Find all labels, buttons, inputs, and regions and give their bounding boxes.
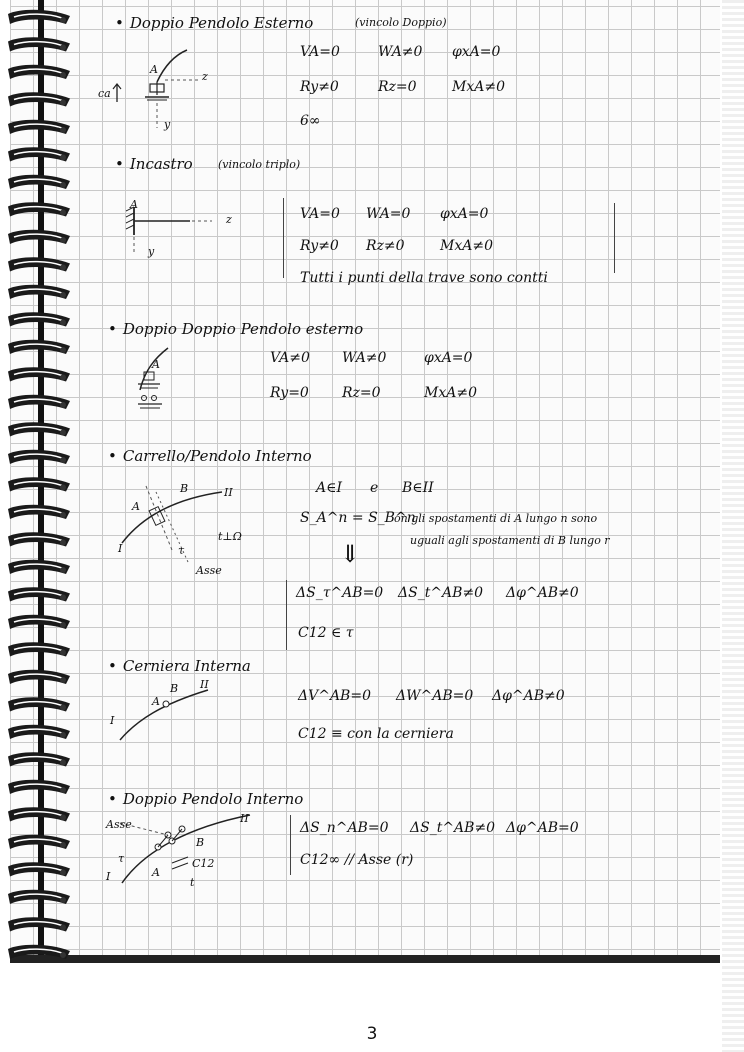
eq: MxA≠0 <box>440 238 493 254</box>
binding-hole <box>60 210 66 216</box>
label: y <box>164 118 171 131</box>
separator-line <box>614 203 615 273</box>
label: ca <box>98 87 111 100</box>
eq: ΔW^AB=0 <box>396 688 474 704</box>
eq: WA≠0 <box>378 44 423 60</box>
binding-hole <box>60 705 66 711</box>
binding-hole <box>60 457 66 463</box>
eq: VA=0 <box>300 44 340 60</box>
sketch-doppio-pendolo-esterno <box>95 40 215 135</box>
label: I <box>106 870 111 883</box>
eq: A∈I <box>316 480 343 496</box>
eq: 6∞ <box>300 113 321 129</box>
binding-hole <box>60 567 66 573</box>
section-title-doppio-pendolo-interno: • Doppio Pendolo Interno <box>108 790 303 808</box>
binding-hole <box>60 485 66 491</box>
label: A <box>132 500 140 513</box>
eq: ΔS_t^AB≠0 <box>398 585 484 601</box>
label: z <box>202 70 208 83</box>
section-title-doppio-doppio-pendolo: • Doppio Doppio Pendolo esterno <box>108 320 363 338</box>
eq: φxA=0 <box>440 206 489 222</box>
binding-hole <box>60 787 66 793</box>
label: A <box>152 866 160 879</box>
label: A <box>152 695 160 708</box>
binding-hole <box>60 732 66 738</box>
sketch-doppio-doppio-pendolo <box>130 340 190 420</box>
eq: S_A^n = S_B^n <box>300 510 416 526</box>
binding-hole <box>60 127 66 133</box>
eq: VA≠0 <box>270 350 310 366</box>
label: Asse <box>196 564 222 577</box>
binding-hole <box>60 402 66 408</box>
eq: Ry≠0 <box>300 238 339 254</box>
eq: C12∞ // Asse (r) <box>300 852 414 868</box>
section-subtitle: (vincolo Doppio) <box>355 16 447 29</box>
label: A <box>130 198 138 211</box>
binding-hole <box>60 320 66 326</box>
binding-hole <box>60 265 66 271</box>
eq: ΔS_n^AB=0 <box>300 820 389 836</box>
label: y <box>148 245 155 258</box>
binding-hole <box>60 512 66 518</box>
section-title-carrello-pendolo-interno: • Carrello/Pendolo Interno <box>108 447 312 465</box>
eq: Δφ^AB≠0 <box>506 585 579 601</box>
eq: C12 ∈ τ <box>298 625 354 641</box>
label: C12 <box>192 857 215 870</box>
section-title-doppio-pendolo-esterno: • Doppio Pendolo Esterno <box>115 14 313 32</box>
eq: MxA≠0 <box>424 385 477 401</box>
binding-hole <box>60 925 66 931</box>
eq: WA≠0 <box>342 350 387 366</box>
eq: WA=0 <box>366 206 411 222</box>
binding-hole <box>60 677 66 683</box>
binding-hole <box>60 237 66 243</box>
note: Tutti i punti della trave sono contti <box>300 270 548 286</box>
label: τ <box>118 852 125 865</box>
binding-hole <box>60 17 66 23</box>
label: A <box>152 358 160 371</box>
label: Asse <box>106 818 132 831</box>
binding-hole <box>60 897 66 903</box>
eq: Ry≠0 <box>300 79 339 95</box>
eq: ΔS_τ^AB=0 <box>296 585 384 601</box>
label: I <box>118 542 123 555</box>
implies-arrow: ⇓ <box>340 540 361 568</box>
binding-hole <box>60 842 66 848</box>
separator-line <box>283 198 284 278</box>
section-title-cerniera-interna: • Cerniera Interna <box>108 657 251 675</box>
label: τ <box>178 544 185 557</box>
binding-hole <box>60 952 66 958</box>
label: II <box>200 678 209 691</box>
eq: φxA=0 <box>452 44 501 60</box>
binding-hole <box>60 540 66 546</box>
binding-hole <box>60 870 66 876</box>
binding-hole <box>60 430 66 436</box>
eq: B∈II <box>402 480 434 496</box>
note: on gli spostamenti di A lungo n sono <box>394 512 598 525</box>
section-subtitle: (vincolo triplo) <box>218 158 301 171</box>
binding-hole <box>60 595 66 601</box>
note: uguali agli spostamenti di B lungo r <box>410 534 610 547</box>
label: II <box>240 812 249 825</box>
label: t⊥Ω <box>218 530 242 543</box>
eq: Rz=0 <box>342 385 381 401</box>
label: I <box>110 714 115 727</box>
label: II <box>224 486 233 499</box>
eq: MxA≠0 <box>452 79 505 95</box>
binding-hole <box>60 182 66 188</box>
binding-hole <box>60 155 66 161</box>
binding-hole <box>60 292 66 298</box>
binding-hole <box>60 100 66 106</box>
page-bottom-edge <box>10 955 720 963</box>
binding-hole <box>60 650 66 656</box>
binding-hole <box>60 815 66 821</box>
spiral-binding <box>0 0 80 962</box>
page-number: 3 <box>366 1024 378 1044</box>
section-title-incastro: • Incastro <box>115 155 193 173</box>
sketch-incastro <box>120 195 240 260</box>
label: A <box>150 63 158 76</box>
eq: ΔV^AB=0 <box>298 688 371 704</box>
eq: C12 ≡ con la cerniera <box>298 726 454 742</box>
label: B <box>170 682 179 695</box>
binding-hole <box>60 375 66 381</box>
eq: Δφ^AB≠0 <box>492 688 565 704</box>
binding-hole <box>60 760 66 766</box>
label: t <box>190 876 195 889</box>
separator-line <box>290 815 291 875</box>
label: B <box>180 482 189 495</box>
separator-line <box>286 580 287 650</box>
binding-hole <box>60 622 66 628</box>
eq: Rz≠0 <box>366 238 405 254</box>
binding-hole <box>60 347 66 353</box>
binding-hole <box>60 72 66 78</box>
eq: Δφ^AB=0 <box>506 820 579 836</box>
label: B <box>196 836 205 849</box>
label: z <box>226 213 232 226</box>
eq: ΔS_t^AB≠0 <box>410 820 496 836</box>
eq: Rz=0 <box>378 79 417 95</box>
scanner-edge-strip <box>722 0 744 1052</box>
binding-hole <box>60 45 66 51</box>
eq: e <box>370 480 379 496</box>
eq: φxA=0 <box>424 350 473 366</box>
eq: VA=0 <box>300 206 340 222</box>
eq: Ry=0 <box>270 385 309 401</box>
